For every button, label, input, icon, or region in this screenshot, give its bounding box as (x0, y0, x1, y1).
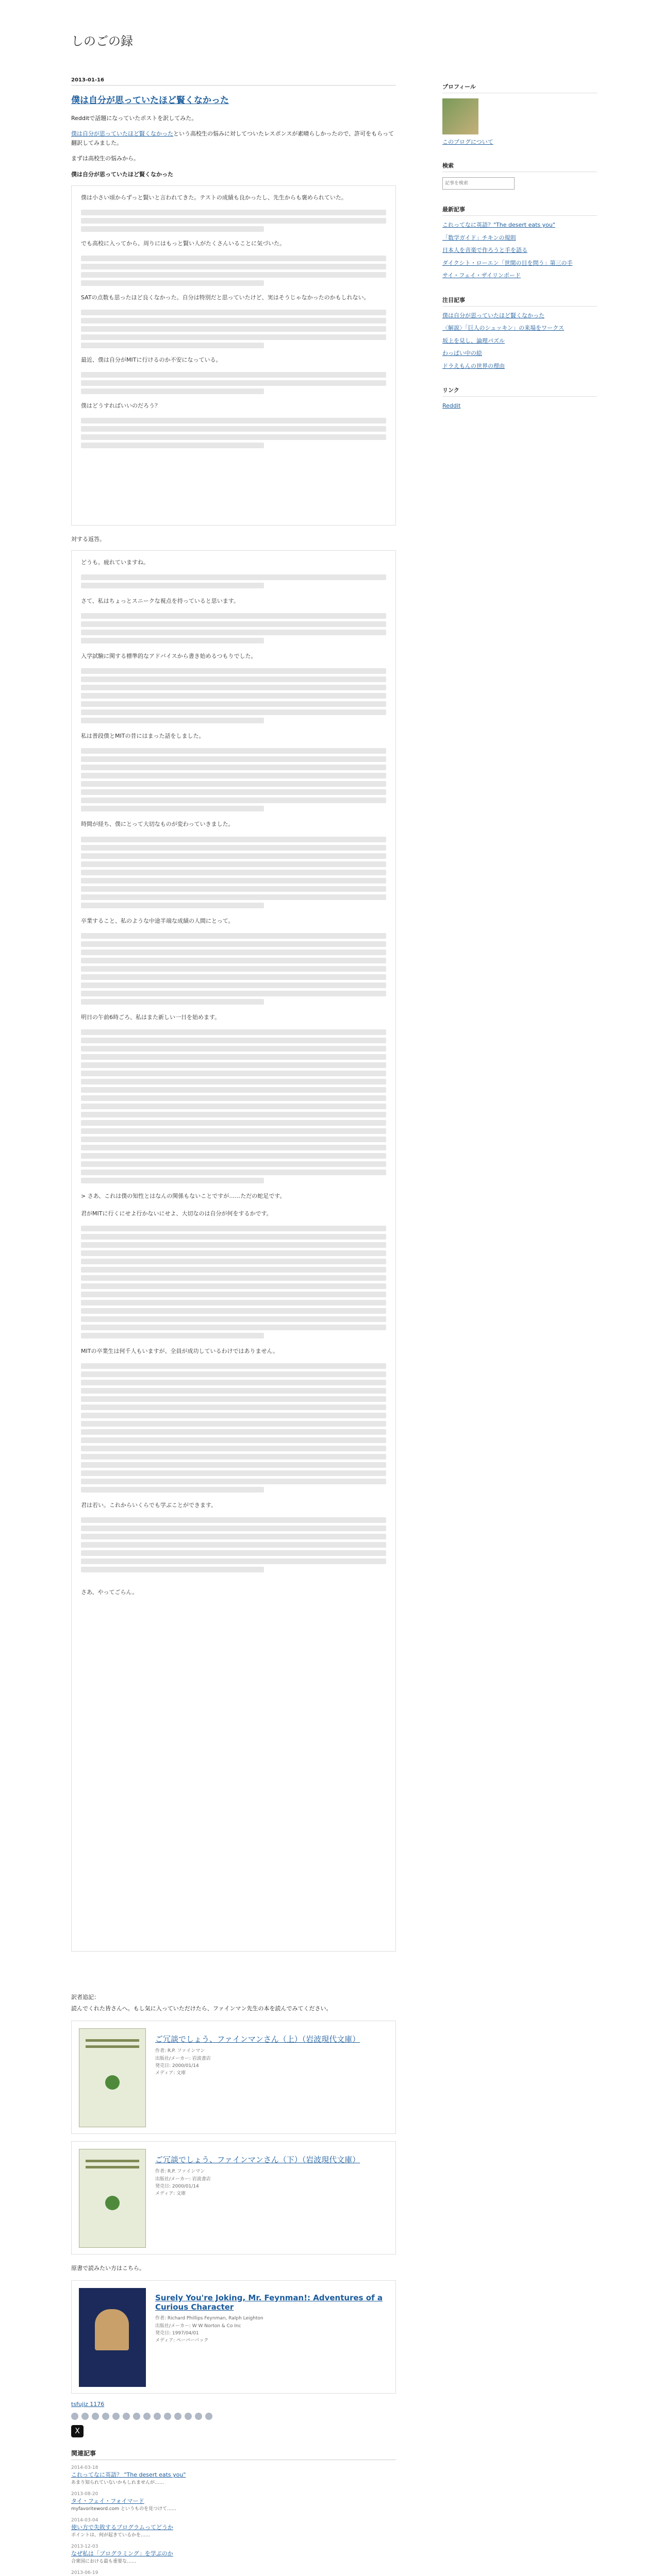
recent-entry-link[interactable]: サイ・フェイ・ザイリンポード (442, 272, 521, 279)
question-para: 最近、僕は自分がMITに行けるのか不安になっている。 (81, 357, 222, 364)
question-para: 僕は小さい頃からずっと賢いと言われてきた。テストの成績も良かったし、先生からも褒められていた。 (81, 194, 347, 201)
related-section (71, 2449, 396, 2576)
popular-heading: 注目記事 (442, 296, 597, 307)
recent-entry-link[interactable]: 日本人を音楽で作ろうと手を語る (442, 247, 527, 253)
reader-avatar[interactable] (81, 2413, 89, 2420)
english-book-card (71, 2280, 396, 2394)
related-snippet: ポイントは、何が起きているかを…… (71, 2533, 151, 2538)
book-date: 発売日: 2000/01/14 (155, 2183, 199, 2189)
share-label-link[interactable]: tsfujiz 1176 (71, 2401, 105, 2408)
recent-entry-link[interactable]: ダイクシト・ローエン「世間の目を問う」第三の手 (442, 259, 573, 266)
reader-avatar[interactable] (92, 2413, 99, 2420)
link-heading: リンク (442, 386, 597, 397)
answer-label: 対する返答。 (71, 535, 105, 543)
popular-entry-link[interactable]: ドラえもんの世界の理由 (442, 362, 505, 369)
related-snippet: myfavoriteword.com というものを見つけて…… (71, 2506, 176, 2512)
reader-avatar[interactable] (195, 2413, 202, 2420)
popular-entry-link[interactable]: 〈解説〉「巨人のシュッキン」の来場をワークス (442, 325, 565, 331)
link-module (442, 386, 597, 411)
answer-para: 君は若い。これからいくらでも学ぶことができます。 (81, 1502, 217, 1509)
question-para: 僕はどうすればいいのだろう？ (81, 402, 160, 410)
recent-heading: 最新記事 (442, 205, 597, 216)
related-title-link[interactable]: 使い方で失敗するプログラムってどうか (71, 2524, 173, 2531)
answer-closing: さあ、やってごらん。 (81, 1589, 138, 1596)
translator-text: 読んでくれた皆さんへ。もし気に入っていただけたら、ファインマン先生の本を読んでみてください。 (71, 2005, 332, 2012)
question-heading: 僕は自分が思っていたほど賢くなかった (71, 171, 173, 178)
popular-entry-link[interactable]: 坂上を見し、論理パズル (442, 337, 505, 344)
answer-para: 私は普段僕とMITの昔にはまった話をしました。 (81, 733, 205, 740)
intro-rest: という高校生の悩みに対してついたレスポンスが素晴らしかったので、許可をもらって翻訳してみました。 (71, 130, 394, 147)
entry-date: 2013-01-16 (71, 77, 396, 86)
reader-avatar[interactable] (174, 2413, 181, 2420)
book-publisher: 出版社/メーカー: 岩波書店 (155, 2056, 211, 2061)
related-item (71, 2518, 396, 2538)
answer-para: > さあ、これは僕の知性とはなんの関係もないことですが……ただの蛇足です。 (81, 1192, 286, 1199)
translator-label: 訳者追記： (71, 1993, 100, 2001)
x-share-button[interactable]: X (71, 2425, 84, 2437)
related-snippet: あまり知られていないかもしれませんが…… (71, 2480, 164, 2486)
related-date: 2013-12-03 (71, 2544, 98, 2550)
answer-para: 明日の午前6時ごろ、私はまた新しい一日を始めます。 (81, 1013, 221, 1021)
book-cover-image[interactable] (79, 2149, 146, 2248)
book-title-link[interactable]: ご冗談でしょう、ファインマンさん（上）（岩波現代文庫） (155, 2035, 360, 2044)
reader-avatar[interactable] (205, 2413, 212, 2420)
external-link[interactable]: Reddit (442, 402, 461, 409)
english-book-title-link[interactable]: Surely You're Joking, Mr. Feynman!: Adventures of a Curious Character (155, 2293, 383, 2312)
profile-avatar[interactable] (442, 98, 478, 134)
popular-module (442, 296, 597, 371)
book-author: 作者: R.P. ファインマン (155, 2169, 205, 2175)
reader-avatar[interactable] (185, 2413, 192, 2420)
related-title-link[interactable]: タイ・フェイ・フォイマード (71, 2498, 144, 2505)
reader-avatar[interactable] (71, 2413, 78, 2420)
profile-link[interactable]: このブログについて (442, 139, 493, 145)
answer-para: 時間が経ち、僕にとって大切なものが変わっていきました。 (81, 821, 234, 828)
reader-avatar[interactable] (143, 2413, 151, 2420)
english-book-cover-image[interactable] (79, 2288, 146, 2387)
reader-avatar[interactable] (133, 2413, 140, 2420)
book-media: メディア: 文庫 (155, 2071, 186, 2076)
reader-avatar[interactable] (102, 2413, 109, 2420)
entry-intro: Redditで話題になっていたポストを訳してみた。 (71, 115, 197, 122)
english-book-publisher: 出版社/メーカー: W W Norton & Co Inc (155, 2323, 241, 2329)
reader-avatar[interactable] (164, 2413, 171, 2420)
entry-title[interactable]: 僕は自分が思っていたほど賢くなかった (71, 95, 229, 106)
question-label: まずは高校生の悩みから。 (71, 155, 139, 162)
reader-avatars (71, 2413, 396, 2420)
book-author: 作者: R.P. ファインマン (155, 2048, 205, 2054)
recent-entry-link[interactable]: 「数学ガイド」チキンの規則 (442, 234, 516, 241)
book-card (71, 2141, 396, 2255)
book-card (71, 2021, 396, 2134)
reader-avatar[interactable] (112, 2413, 120, 2420)
related-title-link[interactable]: なぜ私は「プログラミング」を学ぶのか (71, 2550, 173, 2557)
question-para: でも高校に入ってから、周りにはもっと賢い人がたくさんいることに気づいた。 (81, 240, 285, 247)
related-item (71, 2465, 396, 2485)
english-book-media: メディア: ペーパーバック (155, 2338, 209, 2344)
related-item (71, 2544, 396, 2564)
profile-heading: プロフィール (442, 82, 597, 93)
answer-para: さて、私はちょっとスニークな視点を持っていると思います。 (81, 597, 239, 604)
recent-module (442, 205, 597, 280)
related-date: 2013-08-20 (71, 2492, 98, 2497)
related-title-link[interactable]: これってなに英語？ "The desert eats you" (71, 2471, 186, 2479)
answer-blockquote (71, 550, 396, 1952)
related-snippet: 合衆国における最も重要な…… (71, 2559, 137, 2565)
search-heading: 検索 (442, 161, 597, 172)
entry (71, 77, 396, 2576)
related-heading: 関連記事 (71, 2449, 396, 2460)
reader-avatar[interactable] (123, 2413, 130, 2420)
book-title-link[interactable]: ご冗談でしょう、ファインマンさん（下）（岩波現代文庫） (155, 2155, 360, 2165)
book-date: 発売日: 2000/01/14 (155, 2063, 199, 2069)
translator-note (71, 1993, 396, 2013)
question-para: SATの点数も思ったほど良くなかった。自分は特別だと思っていたけど、実はそうじゃなかったのかもしれない。 (81, 294, 370, 301)
recent-entry-link[interactable]: これってなに英語？"The desert eats you" (442, 222, 555, 228)
book-media: メディア: 文庫 (155, 2191, 186, 2197)
related-date: 2014-03-18 (71, 2465, 98, 2471)
related-item (71, 2570, 396, 2576)
intro-link[interactable]: 僕は自分が思っていたほど賢くなかった (71, 130, 173, 138)
popular-entry-link[interactable]: 僕は自分が思っていたほど賢くなかった (442, 312, 544, 319)
answer-para: 卒業すること、私のような中途半端な成績の人間にとって。 (81, 917, 234, 924)
search-module (442, 161, 597, 190)
search-input[interactable] (442, 177, 515, 190)
answer-para: 君がMITに行くにせよ行かないにせよ、大切なのは自分が何をするかです。 (81, 1210, 272, 1217)
entry-intro-line (71, 129, 396, 148)
sidebar (442, 82, 597, 426)
share-area (71, 2401, 396, 2437)
related-date: 2013-06-19 (71, 2570, 98, 2576)
reader-avatar[interactable] (154, 2413, 161, 2420)
popular-entry-link[interactable]: わっぱい中の絵 (442, 350, 482, 357)
english-book-author: 作者: Richard Phillips Feynman, Ralph Leighton (155, 2316, 263, 2321)
english-label: 原書で読みたい方はこちら。 (71, 2265, 145, 2272)
answer-para: 入学試験に関する標準的なアドバイスから書き始めるつもりでした。 (81, 653, 257, 660)
book-cover-image[interactable] (79, 2028, 146, 2127)
question-blockquote (71, 185, 396, 526)
blog-title[interactable]: しのごの録 (71, 34, 133, 48)
answer-para: MITの卒業生は何千人もいますが、全員が成功しているわけではありません。 (81, 1348, 279, 1355)
english-book-date: 発売日: 1997/04/01 (155, 2331, 199, 2336)
answer-para: どうも。疲れていますね。 (81, 558, 149, 566)
book-publisher: 出版社/メーカー: 岩波書店 (155, 2176, 211, 2182)
profile-module (442, 82, 597, 146)
related-item (71, 2492, 396, 2512)
related-date: 2014-03-04 (71, 2518, 98, 2523)
